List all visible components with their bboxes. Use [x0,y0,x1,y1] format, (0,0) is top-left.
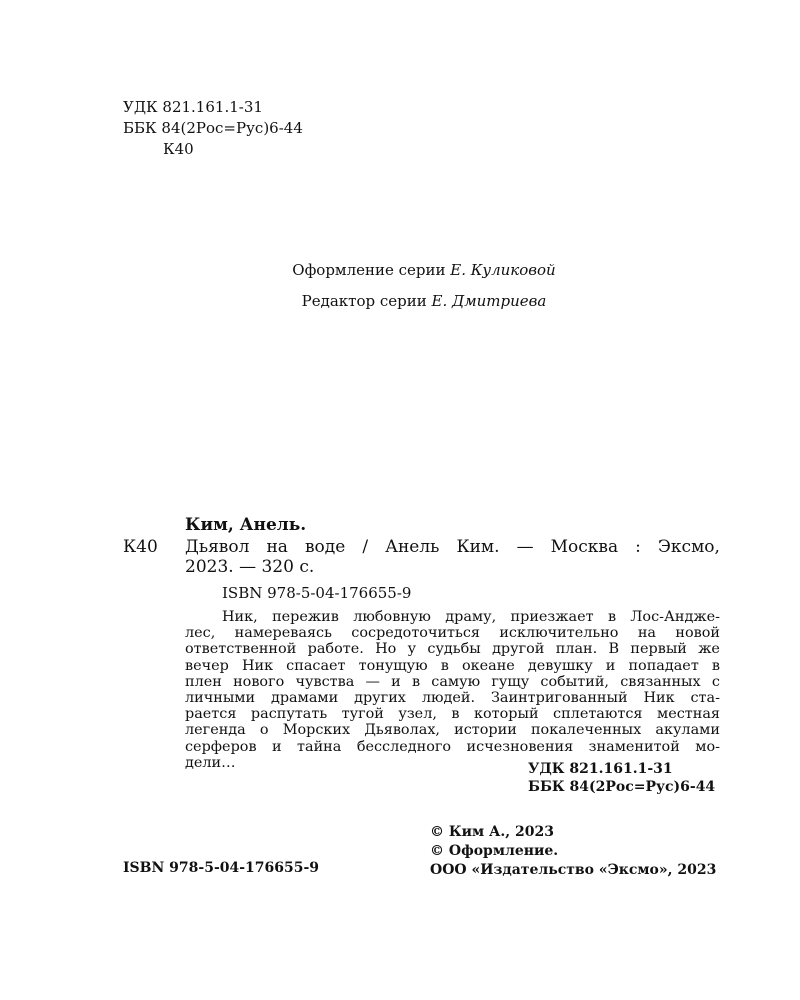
series-design-name: Е. Куликовой [450,261,556,279]
title-word: : [635,537,641,557]
annotation-word: В [608,641,620,658]
record-author: Ким, Анель. [185,515,307,535]
annotation-word: драмами [270,690,339,707]
author-mark: К40 [163,140,194,158]
copyright-design: © Оформление. [430,843,559,859]
classification-codes [123,97,303,160]
annotation-word: событий, [540,673,609,690]
annotation-word: океане [461,657,515,674]
annotation-word: о [259,722,269,739]
annotation-word: мо- [695,738,720,755]
annotation [185,609,720,771]
annotation-word: узел, [398,706,437,723]
annotation-word: который [474,706,539,723]
series-design-line [0,255,800,286]
annotation-word: девушку [527,657,593,674]
annotation-line [185,690,720,706]
annotation-word: драму, [445,609,497,625]
annotation-line [185,625,720,641]
annotation-word: серферов [185,738,257,755]
annotation-word: связанных [620,673,701,690]
annotation-word: исчезновения [466,738,574,755]
annotation-word: дели… [185,754,236,771]
annotation-word: тугой [341,706,384,723]
annotation-word: в [440,657,449,674]
annotation-line [185,706,720,722]
annotation-word: Ник [241,657,274,674]
record-isbn: ISBN 978-5-04-176655-9 [222,584,412,602]
title-word: — [516,537,534,557]
annotation-word: рается [185,706,237,723]
copyright-publisher: ООО «Издательство «Эксмо», 2023 [430,862,717,878]
title-word: Ким. [456,537,500,557]
annotation-word: в [411,673,421,690]
annotation-word: личными [185,690,256,707]
annotation-word: работе. [307,641,364,658]
annotation-word: Ник [643,690,675,707]
title-word: воде [304,537,346,557]
annotation-word: лес, [185,625,216,642]
annotation-word: — [365,673,380,690]
annotation-word: в [711,657,720,674]
annotation-line [185,658,720,674]
title-word: / [362,537,369,557]
annotation-word: у [407,641,417,658]
annotation-word: же [698,641,720,658]
title-word: на [266,537,288,557]
series-design-label: Оформление серии [292,261,451,279]
annotation-word: других [354,690,406,707]
annotation-word: судьбы [427,641,481,658]
bbk-code: ББК 84(2Рос=Рус)6-44 [123,119,303,137]
annotation-word: гущу [491,673,530,690]
annotation-word: местная [657,706,720,723]
series-editor-line [0,286,800,317]
annotation-word: Лос-Андже- [630,609,720,625]
annotation-word: пережив [272,609,339,625]
annotation-word: план. [555,641,598,658]
series-editor-name: Е. Дмитриева [431,292,547,310]
record-title-line-2: 2023. — 320 с. [185,557,315,577]
annotation-word: самую [431,673,481,690]
annotation-word: первый [630,641,687,658]
annotation-word: и [391,673,401,690]
annotation-word: с [711,673,720,690]
annotation-word: в [607,609,617,625]
annotation-word: любовную [353,609,431,625]
annotation-word: бесследного [356,738,452,755]
annotation-word: на [637,625,657,642]
annotation-word: сосредоточиться [351,625,480,642]
annotation-word: чувства [295,673,355,690]
title-word: Эксмо, [657,537,720,557]
annotation-word: тонущую [358,657,428,674]
annotation-word: Но [375,641,397,658]
annotation-word: попадает [628,657,699,674]
annotation-word: акулами [655,722,720,739]
annotation-word: намереваясь [234,625,332,642]
annotation-word: Дьяволах, [364,722,441,739]
annotation-word: исключительно [499,625,619,642]
annotation-line [185,641,720,657]
copyright-author: © Ким А., 2023 [430,824,555,840]
annotation-line [185,722,720,738]
record-author-mark: К40 [123,537,158,557]
footer-udk-code: УДК 821.161.1-31 [528,761,673,777]
annotation-word: распутать [250,706,328,723]
annotation-word: вечер [185,657,229,674]
annotation-word: людей. [421,690,476,707]
annotation-word: новой [675,625,720,642]
annotation-word: спасает [286,657,346,674]
udk-code: УДК 821.161.1-31 [123,98,263,116]
record-title-line-1 [185,537,720,557]
annotation-word: ответственной [185,641,297,658]
annotation-word: легенда [185,722,246,739]
annotation-word: в [451,706,460,723]
annotation-word: и [605,657,616,674]
series-credits [0,255,800,317]
copyright-block [430,823,716,880]
annotation-word: истории [454,722,517,739]
annotation-line [185,609,720,625]
annotation-word: Ник, [222,609,258,625]
title-word: Москва [550,537,619,557]
annotation-word: плен [185,673,222,690]
footer-bbk-code: ББК 84(2Рос=Рус)6-44 [528,779,716,795]
annotation-word: другой [492,641,545,658]
footer-classification-codes [528,760,715,796]
isbn-bottom: ISBN 978-5-04-176655-9 [123,860,320,876]
series-editor-label: Редактор серии [301,292,432,310]
annotation-word: сплетаются [553,706,643,723]
title-word: Анель [385,537,440,557]
annotation-word: приезжает [510,609,594,625]
annotation-word: нового [233,673,285,690]
annotation-word: знаменитой [588,738,680,755]
annotation-word: и [272,738,282,755]
annotation-word: тайна [297,738,342,755]
annotation-word: ста- [690,690,720,707]
annotation-word: Заинтригованный [490,690,628,707]
annotation-line [185,739,720,755]
annotation-word: покалеченных [530,722,642,739]
annotation-line [185,674,720,690]
annotation-word: Морских [282,722,351,739]
title-word: Дьявол [185,537,250,557]
